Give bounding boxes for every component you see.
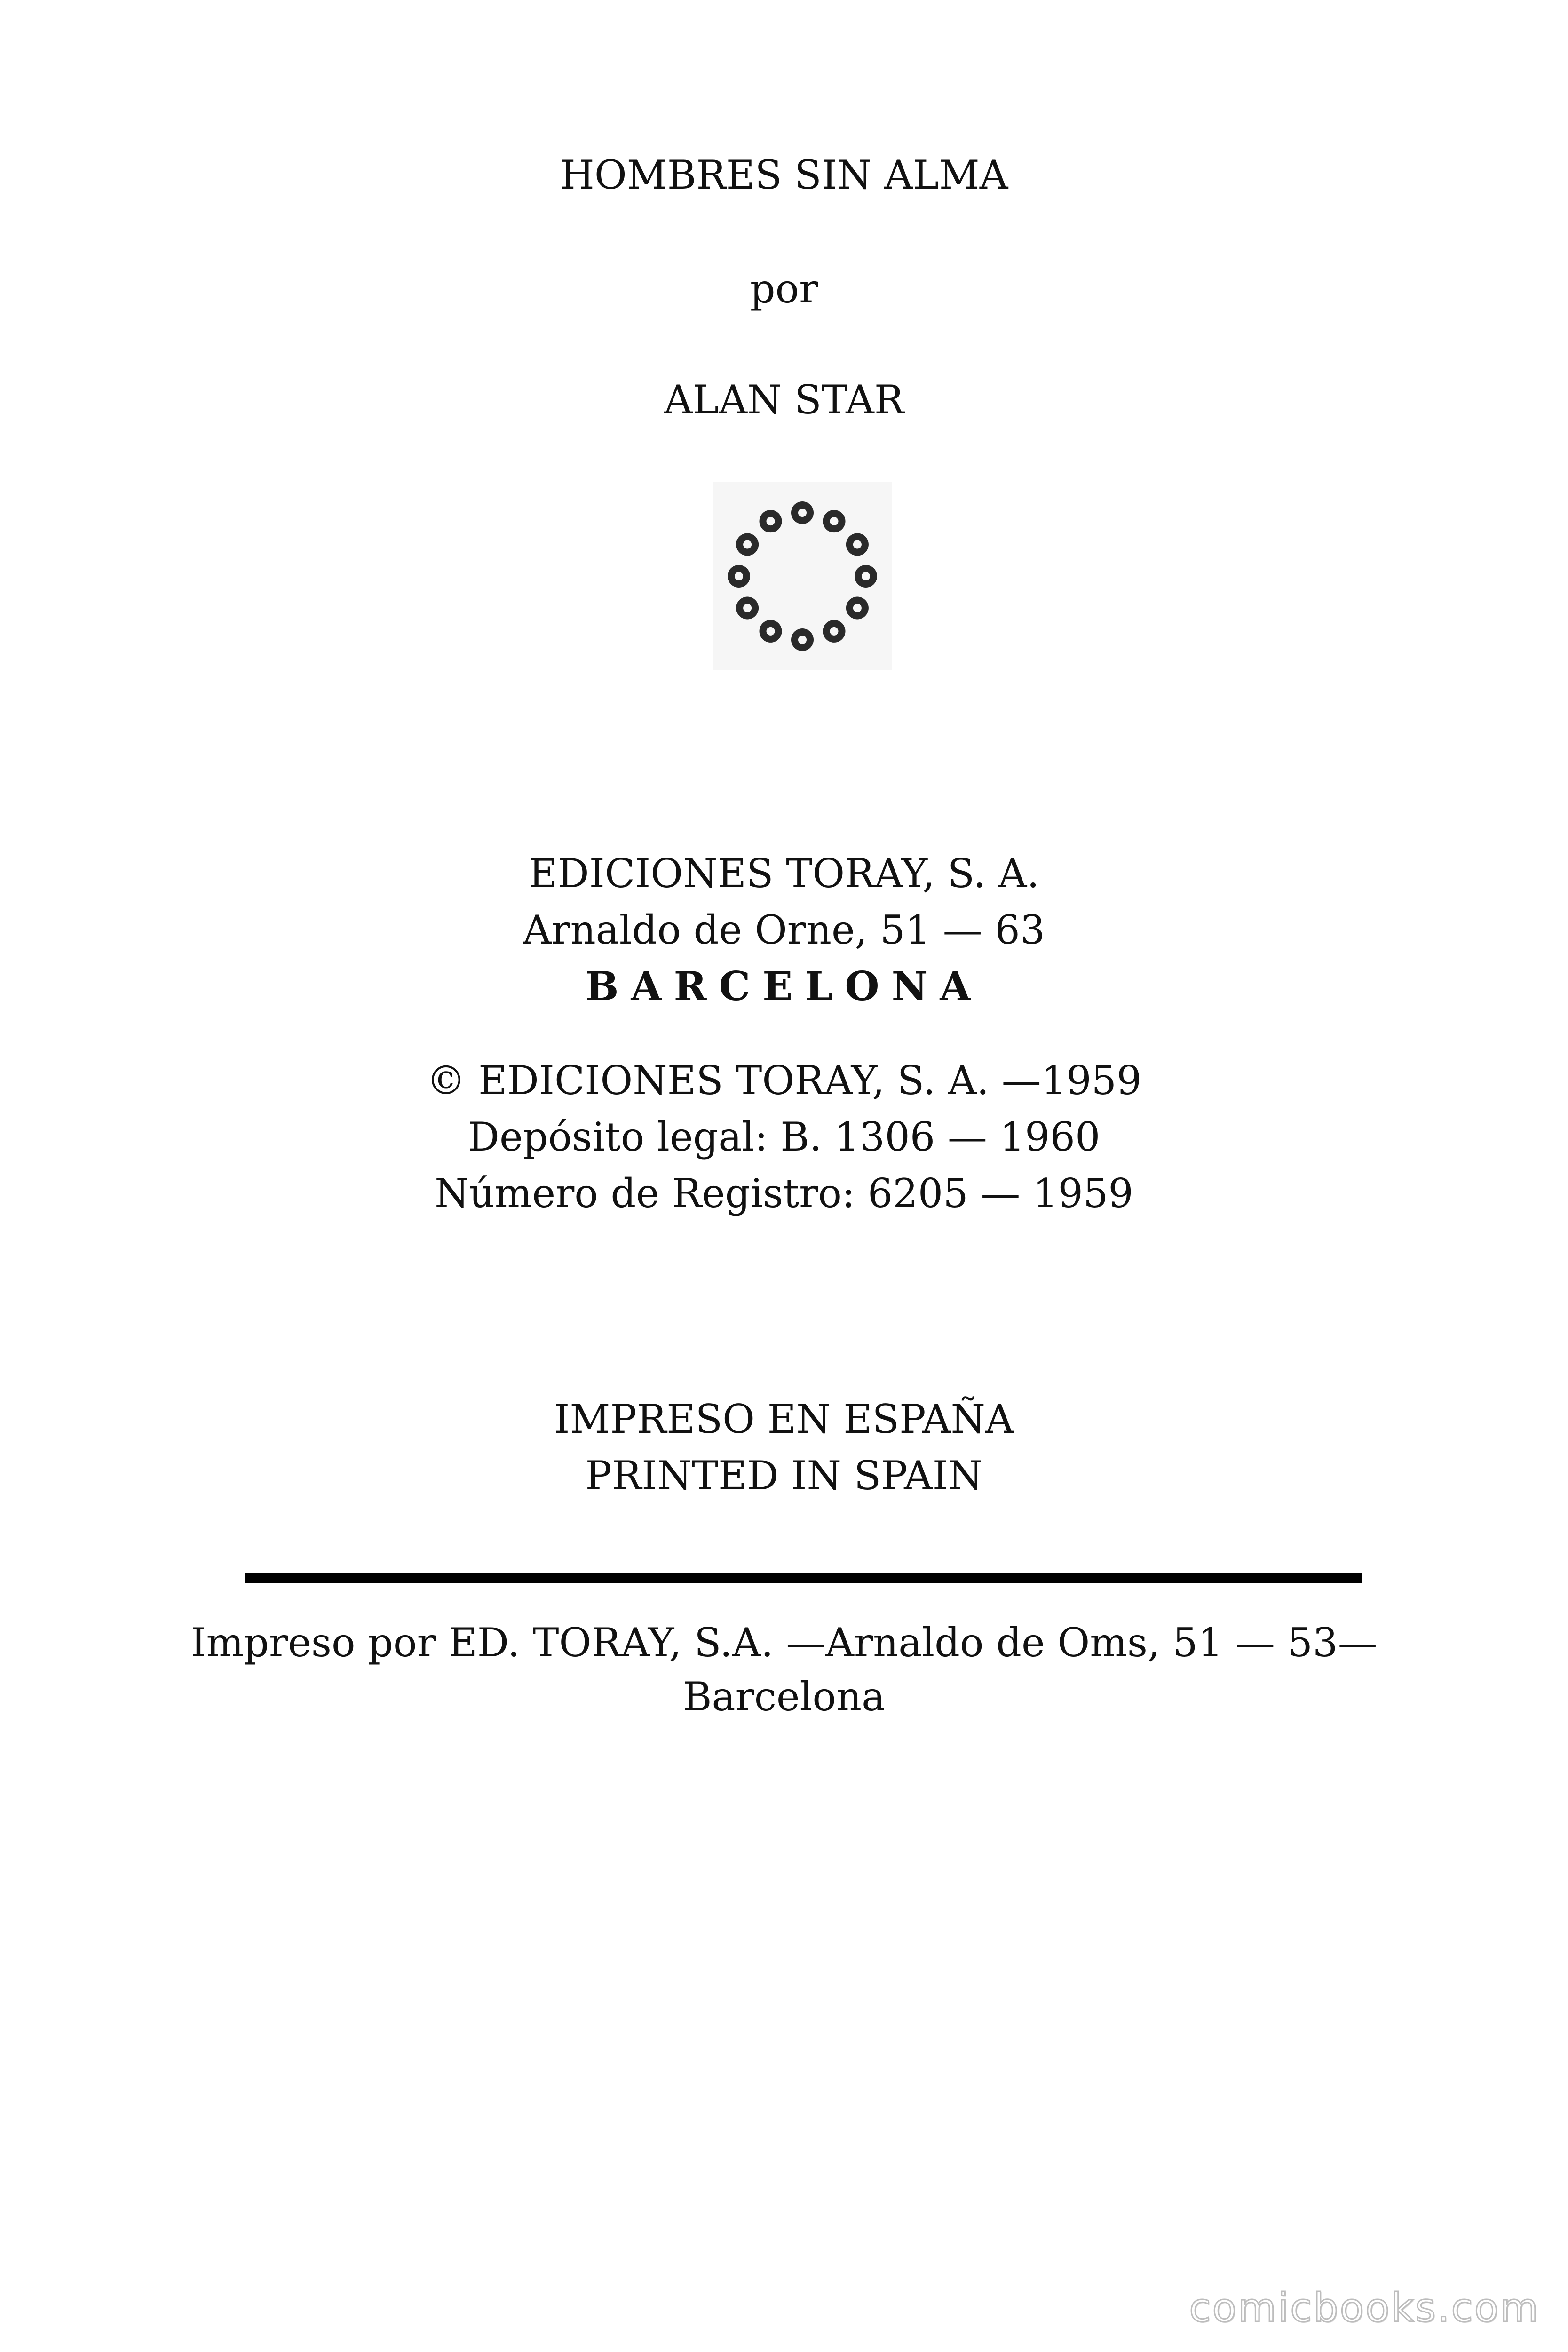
logo-dot	[728, 565, 750, 588]
logo-dot	[855, 565, 877, 588]
copyright-line: © EDICIONES TORAY, S. A. —1959	[426, 1057, 1142, 1104]
logo-dot	[823, 510, 846, 532]
author-name: ALAN STAR	[664, 377, 904, 423]
logo-dot	[736, 597, 759, 620]
logo-dot	[760, 620, 782, 643]
book-title: HOMBRES SIN ALMA	[560, 152, 1008, 198]
logo-dot	[736, 533, 759, 556]
ring-of-dots-logo-icon	[713, 482, 892, 670]
logo-dot	[846, 597, 869, 620]
logo-dot	[791, 628, 814, 651]
site-watermark: comicbooks.com	[1189, 2285, 1540, 2331]
by-label: por	[750, 266, 818, 312]
horizontal-rule	[245, 1573, 1362, 1583]
publisher-city: BARCELONA	[585, 963, 983, 1009]
printed-in-spain-en: PRINTED IN SPAIN	[585, 1453, 983, 1499]
printer-city: Barcelona	[682, 1674, 886, 1720]
printed-in-spain-es: IMPRESO EN ESPAÑA	[554, 1396, 1014, 1442]
publisher-logo	[713, 482, 892, 670]
printer-line: Impreso por ED. TORAY, S.A. —Arnaldo de Oms, 51 — 53—	[190, 1620, 1378, 1666]
publisher-address: Arnaldo de Orne, 51 — 63	[523, 907, 1045, 953]
logo-dot	[823, 620, 846, 643]
logo-dot	[846, 533, 869, 556]
legal-deposit-line: Depósito legal: B. 1306 — 1960	[467, 1114, 1101, 1160]
publisher-name: EDICIONES TORAY, S. A.	[529, 850, 1039, 897]
logo-dot	[760, 510, 782, 532]
logo-dot	[791, 501, 814, 524]
registry-number-line: Número de Registro: 6205 — 1959	[435, 1170, 1133, 1216]
